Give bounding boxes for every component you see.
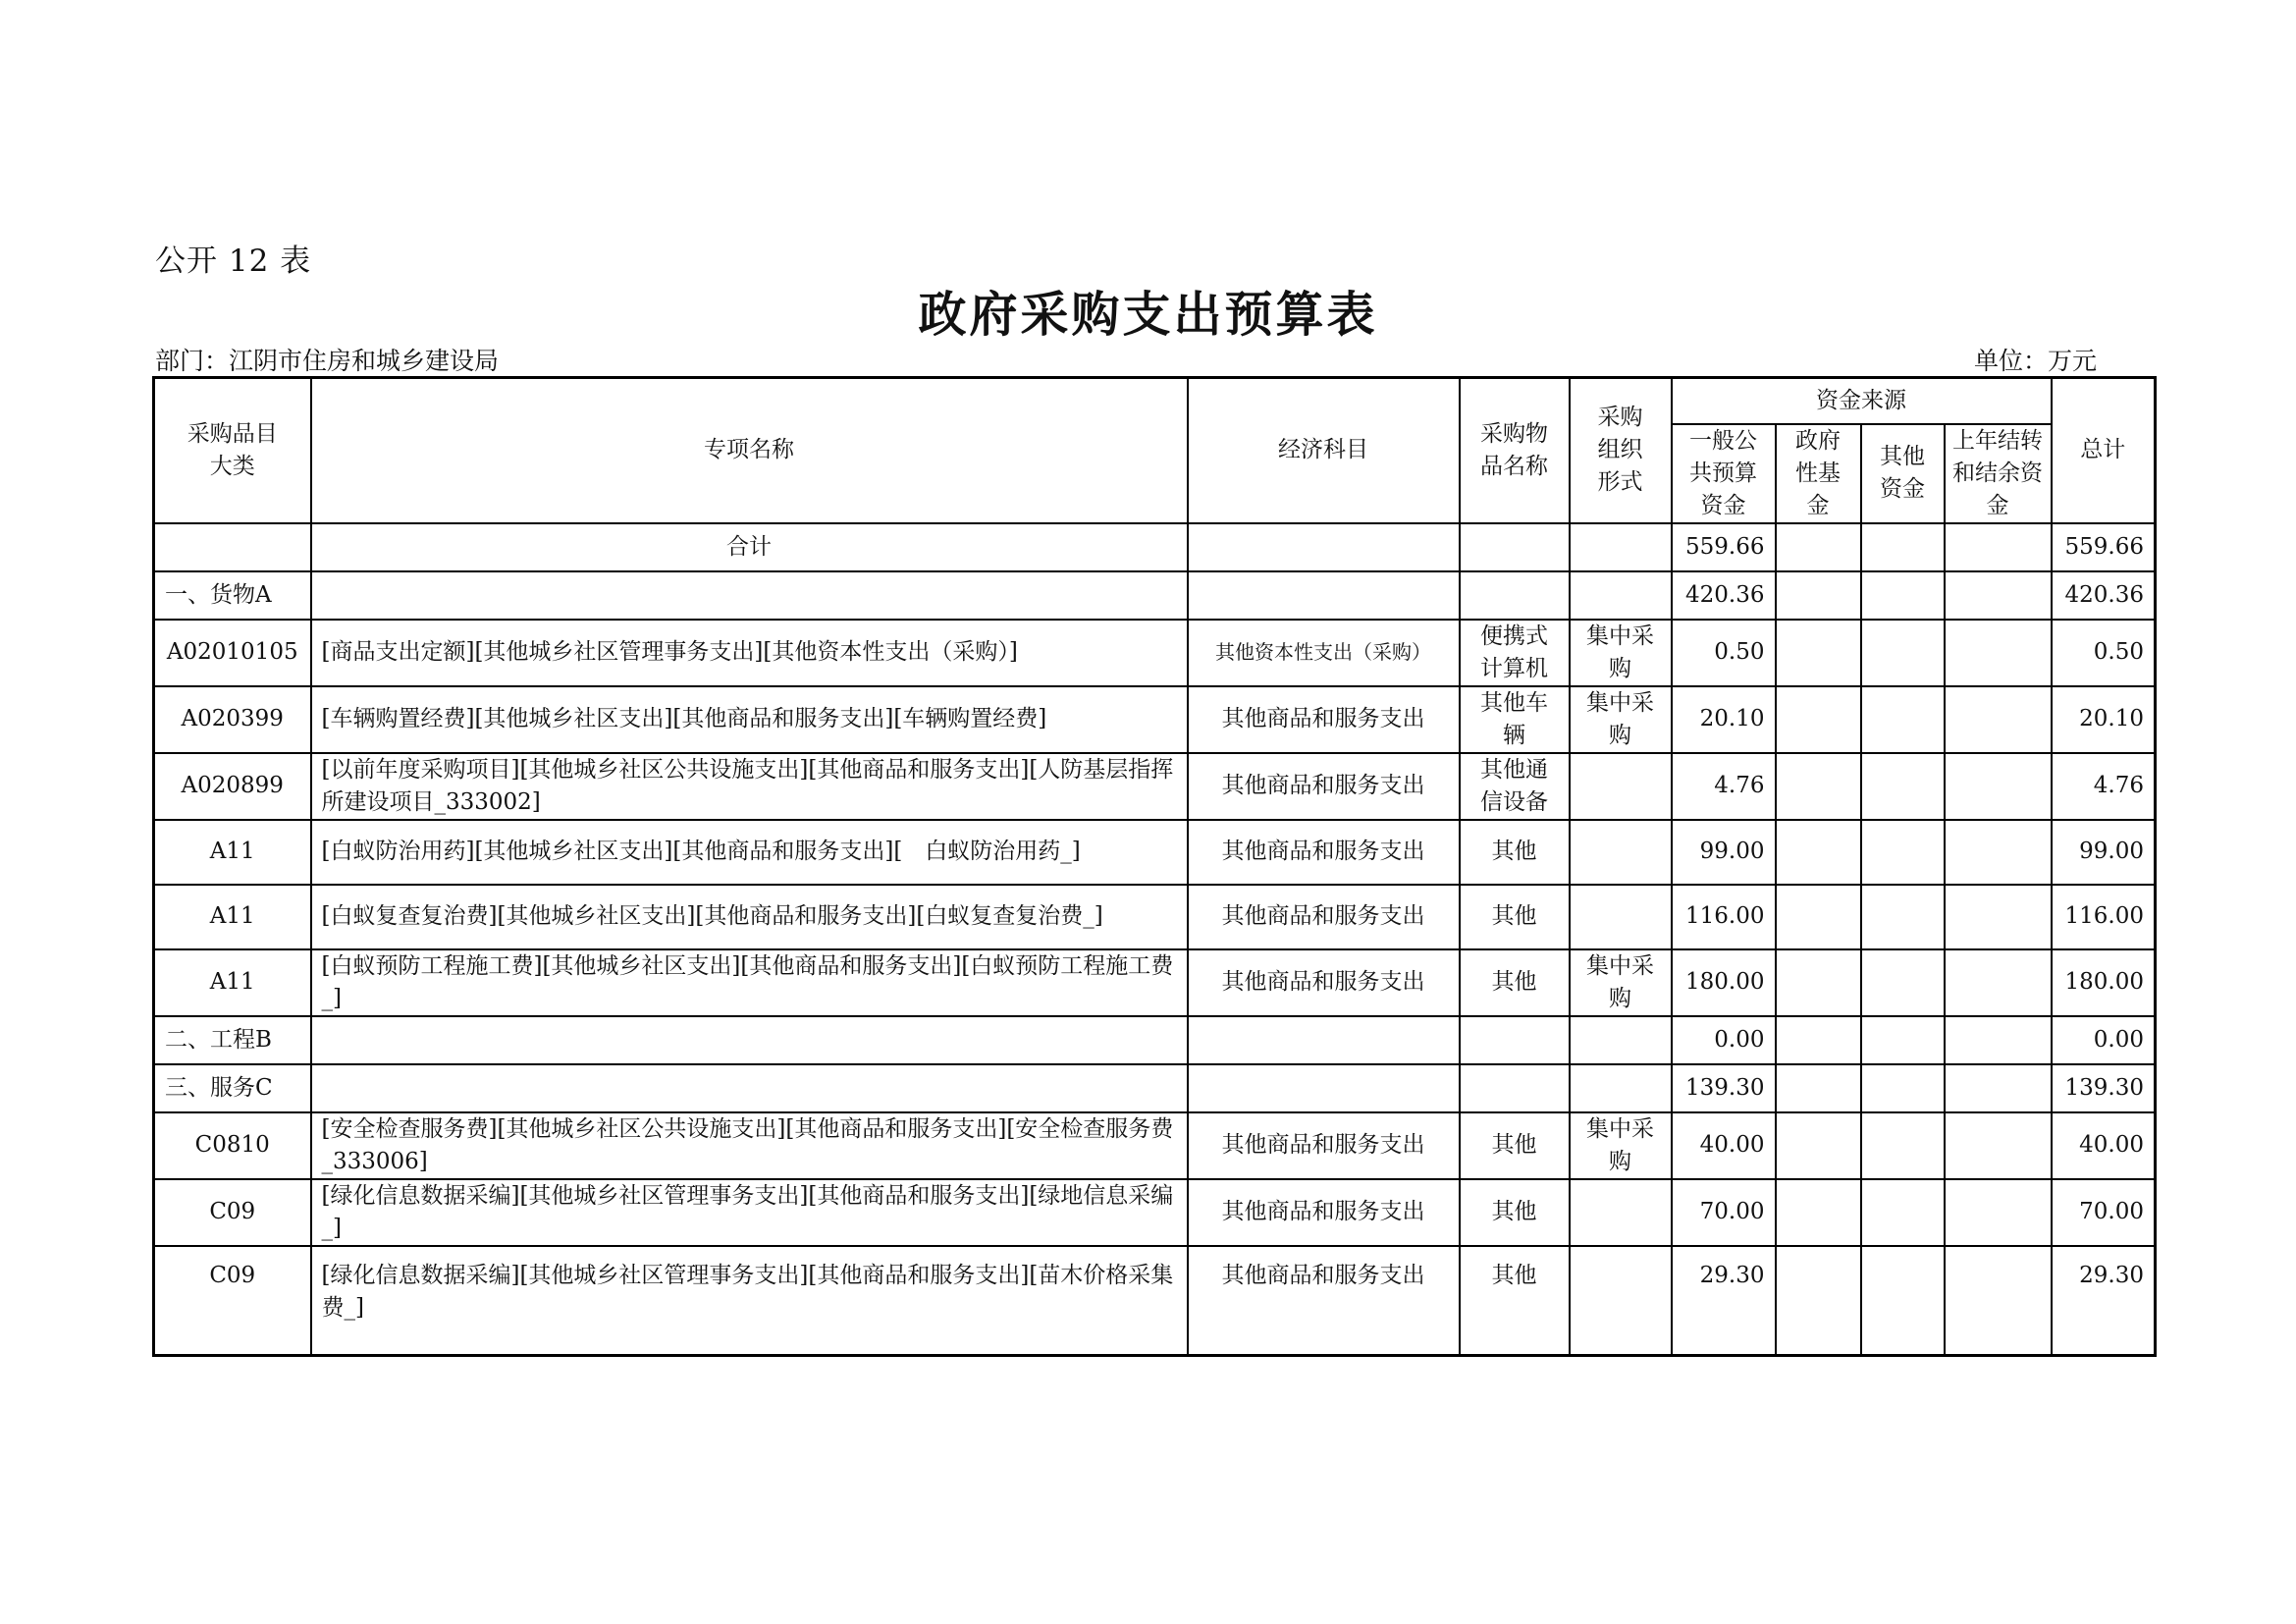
cell-econ: 其他商品和服务支出 [1188, 753, 1460, 820]
cell-gov-fund [1776, 753, 1861, 820]
cell-item: 其他 [1460, 820, 1570, 885]
unit-label: 单位：万元 [1973, 347, 2097, 375]
table-row [154, 686, 2156, 753]
cell-econ: 其他商品和服务支出 [1188, 949, 1460, 1016]
table-row [154, 1112, 2156, 1179]
cell-total: 70.00 [2052, 1179, 2156, 1246]
cell-org [1570, 820, 1672, 885]
cell-project: 合计 [311, 523, 1188, 571]
cell-other [1861, 1179, 1945, 1246]
cell-econ: 其他商品和服务支出 [1188, 686, 1460, 753]
cell-econ: 其他资本性支出（采购） [1188, 620, 1460, 686]
cell-item: 其他 [1460, 1112, 1570, 1179]
cell-org: 集中采购 [1570, 620, 1672, 686]
cell-general: 420.36 [1672, 571, 1776, 620]
cell-item: 其他通信设备 [1460, 753, 1570, 820]
page-title: 政府采购支出预算表 [918, 287, 1378, 343]
cell-carry [1945, 885, 2052, 949]
cell-carry [1945, 686, 2052, 753]
department-label: 部门：江阴市住房和城乡建设局 [155, 347, 500, 375]
cell-other [1861, 1112, 1945, 1179]
cell-general: 0.00 [1672, 1016, 1776, 1064]
cell-item: 其他 [1460, 1246, 1570, 1356]
cell-econ [1188, 1016, 1460, 1064]
cell-carry [1945, 1179, 2052, 1246]
cell-org [1570, 1016, 1672, 1064]
cell-gov-fund [1776, 620, 1861, 686]
cell-gov-fund [1776, 1064, 1861, 1112]
cell-org [1570, 1246, 1672, 1356]
cell-project: [白蚁防治用药][其他城乡社区支出][其他商品和服务支出][ 白蚁防治用药_] [311, 820, 1188, 885]
header-org: 采购组织形式 [1570, 378, 1672, 523]
table-row [154, 1016, 2156, 1064]
cell-econ: 其他商品和服务支出 [1188, 1179, 1460, 1246]
cell-gov-fund [1776, 820, 1861, 885]
cell-carry [1945, 523, 2052, 571]
cell-item: 其他 [1460, 885, 1570, 949]
cell-general: 139.30 [1672, 1064, 1776, 1112]
cell-econ: 其他商品和服务支出 [1188, 885, 1460, 949]
cell-carry [1945, 571, 2052, 620]
cell-econ [1188, 1064, 1460, 1112]
cell-item [1460, 571, 1570, 620]
cell-item [1460, 523, 1570, 571]
cell-category: A11 [154, 885, 311, 949]
cell-carry [1945, 620, 2052, 686]
cell-general: 99.00 [1672, 820, 1776, 885]
cell-other [1861, 571, 1945, 620]
table-row [154, 620, 2156, 686]
cell-org [1570, 523, 1672, 571]
cell-project [311, 1016, 1188, 1064]
cell-category: 一、货物A [154, 571, 311, 620]
cell-item: 其他 [1460, 949, 1570, 1016]
cell-org [1570, 1179, 1672, 1246]
cell-gov-fund [1776, 523, 1861, 571]
table-row [154, 820, 2156, 885]
cell-econ: 其他商品和服务支出 [1188, 820, 1460, 885]
cell-total: 40.00 [2052, 1112, 2156, 1179]
cell-project [311, 571, 1188, 620]
cell-item: 其他车辆 [1460, 686, 1570, 753]
cell-other [1861, 949, 1945, 1016]
cell-carry [1945, 753, 2052, 820]
cell-general: 180.00 [1672, 949, 1776, 1016]
cell-other [1861, 523, 1945, 571]
header-other: 其他资金 [1861, 424, 1945, 523]
cell-general: 70.00 [1672, 1179, 1776, 1246]
cell-project: [白蚁复查复治费][其他城乡社区支出][其他商品和服务支出][白蚁复查复治费_] [311, 885, 1188, 949]
cell-category: A020399 [154, 686, 311, 753]
header-gov-fund: 政府性基金 [1776, 424, 1861, 523]
cell-project: [绿化信息数据采编][其他城乡社区管理事务支出][其他商品和服务支出][苗木价格采集费_] [311, 1246, 1188, 1356]
cell-carry [1945, 1064, 2052, 1112]
cell-general: 0.50 [1672, 620, 1776, 686]
cell-other [1861, 1016, 1945, 1064]
header-general: 一般公共预算资金 [1672, 424, 1776, 523]
cell-project [311, 1064, 1188, 1112]
cell-general: 559.66 [1672, 523, 1776, 571]
cell-gov-fund [1776, 1016, 1861, 1064]
cell-other [1861, 1064, 1945, 1112]
cell-total: 0.00 [2052, 1016, 2156, 1064]
cell-project: [商品支出定额][其他城乡社区管理事务支出][其他资本性支出（采购）] [311, 620, 1188, 686]
cell-item: 其他 [1460, 1179, 1570, 1246]
table-row [154, 753, 2156, 820]
cell-category: A11 [154, 949, 311, 1016]
header-item: 采购物品名称 [1460, 378, 1570, 523]
cell-category: A020899 [154, 753, 311, 820]
cell-total: 99.00 [2052, 820, 2156, 885]
cell-gov-fund [1776, 686, 1861, 753]
cell-general: 4.76 [1672, 753, 1776, 820]
cell-org: 集中采购 [1570, 686, 1672, 753]
cell-total: 116.00 [2052, 885, 2156, 949]
header-total: 总计 [2052, 378, 2156, 523]
cell-carry [1945, 1016, 2052, 1064]
cell-item: 便携式计算机 [1460, 620, 1570, 686]
cell-total: 559.66 [2052, 523, 2156, 571]
header-project: 专项名称 [311, 378, 1188, 523]
cell-total: 4.76 [2052, 753, 2156, 820]
cell-econ: 其他商品和服务支出 [1188, 1246, 1460, 1356]
cell-other [1861, 885, 1945, 949]
cell-total: 20.10 [2052, 686, 2156, 753]
cell-total: 180.00 [2052, 949, 2156, 1016]
cell-carry [1945, 949, 2052, 1016]
table-row [154, 1179, 2156, 1246]
cell-category [154, 523, 311, 571]
cell-org [1570, 1064, 1672, 1112]
header-econ: 经济科目 [1188, 378, 1460, 523]
table-row [154, 523, 2156, 571]
cell-general: 116.00 [1672, 885, 1776, 949]
cell-org [1570, 753, 1672, 820]
table-row [154, 949, 2156, 1016]
cell-total: 0.50 [2052, 620, 2156, 686]
cell-category: 三、服务C [154, 1064, 311, 1112]
cell-org: 集中采购 [1570, 949, 1672, 1016]
table-row [154, 1064, 2156, 1112]
cell-gov-fund [1776, 1246, 1861, 1356]
cell-gov-fund [1776, 571, 1861, 620]
cell-econ [1188, 523, 1460, 571]
cell-other [1861, 1246, 1945, 1356]
cell-gov-fund [1776, 1112, 1861, 1179]
header-funds: 资金来源 [1672, 378, 2052, 424]
header-carry: 上年结转和结余资金 [1945, 424, 2052, 523]
cell-org [1570, 885, 1672, 949]
cell-total: 139.30 [2052, 1064, 2156, 1112]
cell-other [1861, 820, 1945, 885]
cell-category: 二、工程B [154, 1016, 311, 1064]
cell-gov-fund [1776, 1179, 1861, 1246]
cell-econ [1188, 571, 1460, 620]
cell-project: [绿化信息数据采编][其他城乡社区管理事务支出][其他商品和服务支出][绿地信息采编_] [311, 1179, 1188, 1246]
cell-other [1861, 753, 1945, 820]
cell-org: 集中采购 [1570, 1112, 1672, 1179]
cell-total: 29.30 [2052, 1246, 2156, 1356]
cell-project: [安全检查服务费][其他城乡社区公共设施支出][其他商品和服务支出][安全检查服务费_333006] [311, 1112, 1188, 1179]
cell-general: 29.30 [1672, 1246, 1776, 1356]
table-row [154, 885, 2156, 949]
procurement-budget-table [152, 376, 2157, 1357]
cell-gov-fund [1776, 885, 1861, 949]
cell-item [1460, 1016, 1570, 1064]
table-row [154, 571, 2156, 620]
cell-category: C09 [154, 1246, 311, 1356]
cell-project: [以前年度采购项目][其他城乡社区公共设施支出][其他商品和服务支出][人防基层指挥所建设项目_333002] [311, 753, 1188, 820]
cell-other [1861, 686, 1945, 753]
cell-general: 40.00 [1672, 1112, 1776, 1179]
cell-econ: 其他商品和服务支出 [1188, 1112, 1460, 1179]
table-row [154, 1246, 2156, 1356]
cell-carry [1945, 1112, 2052, 1179]
cell-carry [1945, 820, 2052, 885]
cell-project: [白蚁预防工程施工费][其他城乡社区支出][其他商品和服务支出][白蚁预防工程施工费_] [311, 949, 1188, 1016]
cell-category: C0810 [154, 1112, 311, 1179]
header-category: 采购品目大类 [154, 378, 311, 523]
cell-gov-fund [1776, 949, 1861, 1016]
cell-general: 20.10 [1672, 686, 1776, 753]
cell-org [1570, 571, 1672, 620]
table-number: 公开 12 表 [155, 244, 312, 279]
cell-category: A11 [154, 820, 311, 885]
cell-category: C09 [154, 1179, 311, 1246]
cell-item [1460, 1064, 1570, 1112]
cell-category: A02010105 [154, 620, 311, 686]
cell-total: 420.36 [2052, 571, 2156, 620]
cell-carry [1945, 1246, 2052, 1356]
cell-other [1861, 620, 1945, 686]
cell-project: [车辆购置经费][其他城乡社区支出][其他商品和服务支出][车辆购置经费] [311, 686, 1188, 753]
